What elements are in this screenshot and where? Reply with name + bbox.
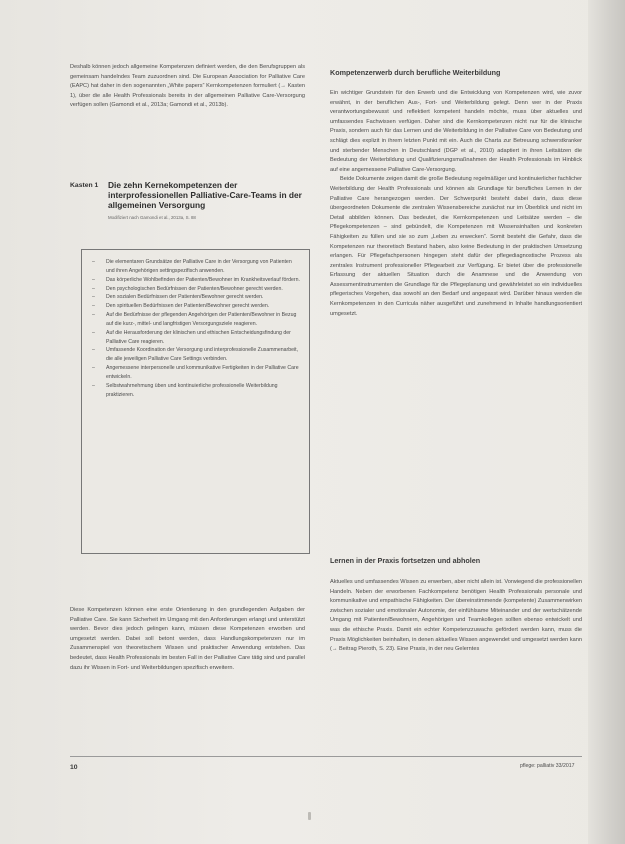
body-paragraph: Aktuelles und umfassendes Wissen zu erwerben, aber nicht allein ist. Vorwiegend die professionellen Handeln. Neben der erworbenen Fachkompetenz benötigen Health Professionals personale und kommunikative und empathische Fähigkeiten. Der übereinstimmende (kompetente) Zusammenwirken zwischen sozialer und emotionaler Autonomie, der einfühlsame Miteinander und der wertschätzende Umgang mit Patienten/Bewohnern, Angehörigen und Teamkollegen sollten ebenso entwickelt und was die ethische Praxis. Damit ein echter Kompetenzzuwachs gefördert werden kann, muss die Praxis Möglichkeiten beinhalten, in denen aktuelles Wissen angewendet und umgesetzt werden kann (→ Beitrag Pieroth, S. 23). Eine Praxis, in der neu Gelerntes [330, 579, 582, 653]
intro-paragraph: Deshalb können jedoch allgemeine Kompetenzen definiert werden, die den Berufsgruppen als gemeinsam handelndes Team zuzuordnen sind. Die European Association for Palliative Care (EAPC) hat daher in den sogenannten „White papers“ Kernkompetenzen formuliert (→ Kasten 1), über die alle Health Professionals bereits in der allgemeinen Palliative Care-Versorgung verfügen sollen (Gamondi et al., 2013a; Gamondi et al., 2013b). [70, 64, 305, 109]
list-item: – Angemessene interpersonelle und kommunikative Fertigkeiten in der Palliative Care entwickeln. [92, 364, 301, 382]
left-column-top [70, 63, 305, 111]
kasten-source: Modifiziert nach Gamondi et al., 2013a, S. 88 [108, 215, 196, 220]
section-heading-praxis: Lernen in der Praxis fortsetzen und abholen [330, 556, 481, 565]
kasten-title: Die zehn Kernekompetenzen der interprofessionellen Palliative-Care-Teams in der allgemeinen Versorgung [108, 180, 302, 210]
body-paragraph: Diese Kompetenzen können eine erste Orientierung in den grundlegenden Aufgaben der Palliative Care. Sie kann Sicherheit im Umgang mit den Anforderungen erlangt und unterstützt werden. Bevor dies jedoch gelingen kann, müssen diese Kompetenzen erworben und umgesetzt werden. Dabei soll betont werden, dass Handlungskompetenzen nur im Zusammenspiel von theoretischem Wissen und praktischer Anwendung entstehen. Das bedeutet, dass Health Professionals im besten Fall in der Palliative Care tätig sind und parallel dazu ihr Wissen in Fort- und Weiterbildungen spezifisch erweitern. [70, 607, 305, 671]
footer-rule [70, 756, 582, 757]
list-item: – Den sozialen Bedürfnissen der Patienten/Bewohner gerecht werden. [92, 293, 301, 302]
list-item: – Die elementaren Grundsätze der Palliative Care in der Versorgung von Patienten und ihren Angehörigen settingspezifisch anwenden. [92, 258, 301, 276]
list-item: – Den spirituellen Bedürfnissen der Patienten/Bewohner gerecht werden. [92, 302, 301, 311]
paper-mark [308, 812, 311, 820]
list-item: – Den psychologischen Bedürfnissen der Patienten/Bewohner gerecht werden. [92, 285, 301, 294]
page-fold-shadow [588, 0, 625, 844]
body-paragraph: Beide Dokumente zeigen damit die große Bedeutung regelmäßiger und kontinuierlicher fachlicher Weiterbildung der Health Professionals und können als Grundlage für berufliches Lernen in der Palliative Care herangezogen werden. Der Schwerpunkt besteht dabei darin, dass diese übergeordneten Dokumente die zentralen Wissensbereiche zunächst nur im Überblick und nicht im Detail abbilden können. Das bedeutet, die Kernkompetenzen und Leitsätze werden – die Pflegekompetenzen – sind gebündelt, die Kompetenzen mit Wissensinhalten und konkreten Fähigkeiten zu füllen und sie so zum „Leben zu erwecken“. Somit besteht die Gefahr, dass die Kompetenzen nur theoretisch Bestand haben, also keine Bedeutung in der praktischen Umsetzung erlangen. Für Pflegefachpersonen hingegen steht dafür der pflegediagnostische Prozess als zentrales Instrument professioneller Pflegearbeit zur Verfügung. Er bietet über die professionelle Erfassung der aktuellen Situation durch die Anamnese und die Anwendung von Assessmentinstrumenten die Grundlage für die Pflegeplanung und gewährleistet so ein individuelles pflegerisches Vorgehen, das sowohl an den Bedarf und angepasst wird. Darüber hinaus werden die Kernkompetenzen in den Curricula näher ausgeführt und zunehmend in Inhalte handlungsorientiert umgesetzt. [330, 176, 582, 317]
list-item: – Umfassende Koordination der Versorgung und interprofessionelle Zusammenarbeit, die alle jeweiligen Palliative Care Settings verbinden. [92, 346, 301, 364]
list-item: – Auf die Herausforderung der klinischen und ethischen Entscheidungsfindung der Palliative Care reagieren. [92, 329, 301, 347]
kasten-box [81, 249, 310, 554]
left-column-bottom [70, 606, 305, 673]
list-item: – Das körperliche Wohlbefinden der Patienten/Bewohner im Krankheitsverlauf fördern. [92, 276, 301, 285]
body-paragraph: Ein wichtiger Grundstein für den Erwerb und die Entwicklung von Kompetenzen wird, wie zuvor erwähnt, in der beruflichen Aus-, Fort- und Weiterbildung gelegt. Denn wer in der Praxis verantwortungsbewusst und reflektiert kompetent handeln möchte, muss über aktuelles und umfassendes Fachwissen verfügen. Daher sind die Kernkompetenzen nicht nur für die klinische Praxis, sondern auch für das Lernen und die Weiterbildung in der Palliative Care von Bedeutung und schlägt dies explizit in ihrem letzten Punkt mit ein. Auch die Charta zur Betreuung schwerstkranker und sterbender Menschen in Deutschland (DGP et al., 2010) adaptiert in ihren Leitsätzen die Bedeutung der Weiterbildung und Qualifizierungsmaßnahmen der Health Professionals im Hinblick auf eine angemessene Palliative Care-Versorgung. [330, 90, 582, 173]
right-column-section2 [330, 578, 582, 655]
list-item: – Auf die Bedürfnisse der pflegenden Angehörigen der Patienten/Bewohner in Bezug auf die kurz-, mittel- und langfristigen Versorgungsziele reagieren. [92, 311, 301, 329]
page-number: 10 [70, 764, 78, 771]
right-column-section1 [330, 89, 582, 319]
kasten-label: Kasten 1 [70, 182, 99, 189]
list-item: – Selbstwahrnehmung üben und kontinuierliche professionelle Weiterbildung praktizieren. [92, 382, 301, 400]
section-heading-weiterbildung: Kompetenzerwerb durch berufliche Weiterbildung [330, 68, 501, 77]
journal-name: pflege: palliativ 33/2017 [520, 763, 575, 769]
competency-list [82, 250, 309, 400]
